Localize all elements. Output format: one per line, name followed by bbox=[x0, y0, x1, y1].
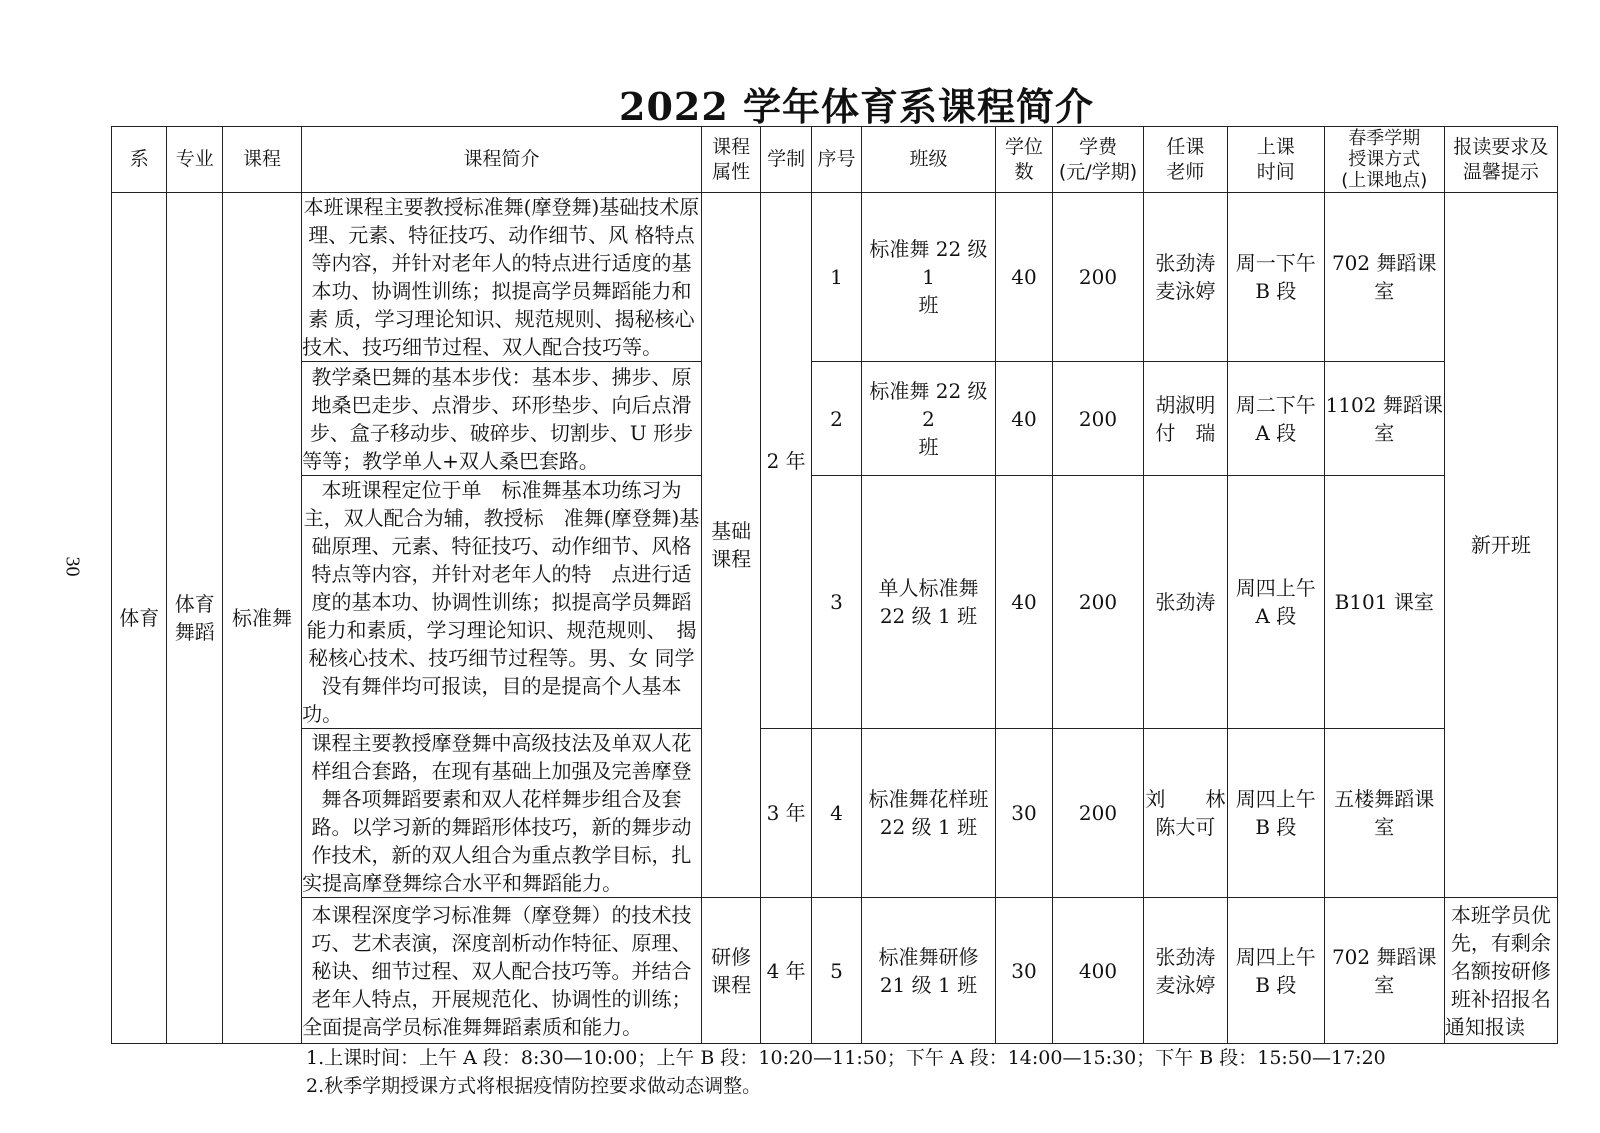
header-seats: 学位 数 bbox=[995, 127, 1053, 193]
time-cell: 周二下午 A 段 bbox=[1228, 362, 1325, 476]
page-number: 30 bbox=[61, 556, 84, 577]
place-cell: 1102 舞蹈课 室 bbox=[1324, 362, 1444, 476]
footnote: 1.上课时间：上午 A 段：8:30—10:00；上午 B 段：10:20—11:50；下午 A 段：14:00—15:30；下午 B 段：15:50—17:20 bbox=[306, 1047, 1386, 1069]
header-seq: 序号 bbox=[811, 127, 861, 193]
requirements-adv-cell: 本班学员优先，有剩余名额按研修班补招报名通知报读 bbox=[1444, 898, 1557, 1044]
header-course: 课程 bbox=[222, 127, 301, 193]
page-title: 2022 学年体育系课程简介 bbox=[619, 84, 1094, 129]
seq-cell: 4 bbox=[811, 729, 861, 898]
class-cell: 标准舞花样班 22 级 1 班 bbox=[862, 729, 996, 898]
seq-cell: 3 bbox=[811, 476, 861, 729]
course-table bbox=[111, 126, 1558, 1044]
course-cell: 标准舞 bbox=[222, 193, 301, 1044]
header-row bbox=[112, 127, 1558, 193]
header-major: 专业 bbox=[167, 127, 222, 193]
teacher-cell: 张劲涛 麦泳婷 bbox=[1143, 898, 1227, 1044]
header-spring: 春季学期 授课方式 (上课地点) bbox=[1324, 127, 1444, 193]
table-row bbox=[112, 898, 1558, 1044]
footnote: 2.秋季学期授课方式将根据疫情防控要求做动态调整。 bbox=[306, 1075, 762, 1097]
seq-cell: 5 bbox=[811, 898, 861, 1044]
table-row bbox=[112, 193, 1558, 362]
time-cell: 周四上午 B 段 bbox=[1228, 898, 1325, 1044]
intro-cell: 本班课程定位于单 标准舞基本功练习为主，双人配合为辅，教授标 准舞(摩登舞)基础原理、元素、特征技巧、动作细节、风格特点等内容，并针对老年人的特 点进行适度的基本功、协调性训练；拟提高学员舞蹈能力和素质，学习理论知识、规范规则、 揭秘核心技术、技巧细节过程等。男、女 同学没有舞伴均可报读，目的是提高个人基本功。 bbox=[302, 476, 702, 729]
fee-cell: 400 bbox=[1053, 898, 1143, 1044]
teacher-cell: 张劲涛 bbox=[1143, 476, 1227, 729]
header-fee: 学费 (元/学期) bbox=[1053, 127, 1143, 193]
fee-cell: 200 bbox=[1053, 193, 1143, 362]
requirements-new-cell: 新开班 bbox=[1444, 193, 1557, 898]
teacher-cell: 胡淑明 付 瑞 bbox=[1143, 362, 1227, 476]
place-cell: 702 舞蹈课 室 bbox=[1324, 193, 1444, 362]
header-requirements: 报读要求及 温馨提示 bbox=[1444, 127, 1557, 193]
seq-cell: 2 bbox=[811, 362, 861, 476]
class-cell: 标准舞 22 级 2 班 bbox=[862, 362, 996, 476]
duration-2-cell: 2 年 bbox=[761, 193, 811, 729]
place-cell: 702 舞蹈课 室 bbox=[1324, 898, 1444, 1044]
fee-cell: 200 bbox=[1053, 362, 1143, 476]
table-row bbox=[112, 362, 1558, 476]
time-cell: 周一下午 B 段 bbox=[1228, 193, 1325, 362]
attr-basic-cell: 基础 课程 bbox=[701, 193, 761, 898]
duration-3-cell: 3 年 bbox=[761, 729, 811, 898]
teacher-cell: 刘 林 陈大可 bbox=[1143, 729, 1227, 898]
seats-cell: 40 bbox=[995, 362, 1053, 476]
header-intro: 课程简介 bbox=[302, 127, 702, 193]
table-row bbox=[112, 729, 1558, 898]
header-class: 班级 bbox=[862, 127, 996, 193]
intro-cell: 课程主要教授摩登舞中高级技法及单双人花样组合套路，在现有基础上加强及完善摩登舞各项舞蹈要素和双人花样舞步组合及套路。以学习新的舞蹈形体技巧，新的舞步动作技术，新的双人组合为重点教学目标，扎实提高摩登舞综合水平和舞蹈能力。 bbox=[302, 729, 702, 898]
place-cell: B101 课室 bbox=[1324, 476, 1444, 729]
duration-4-cell: 4 年 bbox=[761, 898, 811, 1044]
fee-cell: 200 bbox=[1053, 476, 1143, 729]
seats-cell: 30 bbox=[995, 729, 1053, 898]
fee-cell: 200 bbox=[1053, 729, 1143, 898]
seats-cell: 40 bbox=[995, 476, 1053, 729]
class-cell: 标准舞 22 级 1 班 bbox=[862, 193, 996, 362]
intro-cell: 本班课程主要教授标准舞(摩登舞)基础技术原理、元素、特征技巧、动作细节、风 格特点等内容，并针对老年人的特点进行适度的基本功、协调性训练；拟提高学员舞蹈能力和素 质，学习理论知识、规范规则、揭秘核心技术、技巧细节过程、双人配合技巧等。 bbox=[302, 193, 702, 362]
time-cell: 周四上午 A 段 bbox=[1228, 476, 1325, 729]
time-cell: 周四上午 B 段 bbox=[1228, 729, 1325, 898]
header-teacher: 任课 老师 bbox=[1143, 127, 1227, 193]
major-cell: 体育 舞蹈 bbox=[167, 193, 222, 1044]
seats-cell: 40 bbox=[995, 193, 1053, 362]
header-duration: 学制 bbox=[761, 127, 811, 193]
seats-cell: 30 bbox=[995, 898, 1053, 1044]
place-cell: 五楼舞蹈课 室 bbox=[1324, 729, 1444, 898]
table-row bbox=[112, 476, 1558, 729]
header-time: 上课 时间 bbox=[1228, 127, 1325, 193]
class-cell: 单人标准舞 22 级 1 班 bbox=[862, 476, 996, 729]
teacher-cell: 张劲涛 麦泳婷 bbox=[1143, 193, 1227, 362]
dept-cell: 体育 bbox=[112, 193, 167, 1044]
footnotes bbox=[306, 1044, 1386, 1100]
header-attr: 课程 属性 bbox=[701, 127, 761, 193]
intro-cell: 本课程深度学习标准舞（摩登舞）的技术技巧、艺术表演，深度剖析动作特征、原理、秘诀、细节过程、双人配合技巧等。并结合老年人特点，开展规范化、协调性的训练；全面提高学员标准舞舞蹈素质和能力。 bbox=[302, 898, 702, 1044]
seq-cell: 1 bbox=[811, 193, 861, 362]
class-cell: 标准舞研修 21 级 1 班 bbox=[862, 898, 996, 1044]
attr-adv-cell: 研修 课程 bbox=[701, 898, 761, 1044]
header-dept: 系 bbox=[112, 127, 167, 193]
intro-cell: 教学桑巴舞的基本步伐：基本步、拂步、原地桑巴走步、点滑步、环形垫步、向后点滑步、盒子移动步、破碎步、切割步、U 形步等等；教学单人+双人桑巴套路。 bbox=[302, 362, 702, 476]
